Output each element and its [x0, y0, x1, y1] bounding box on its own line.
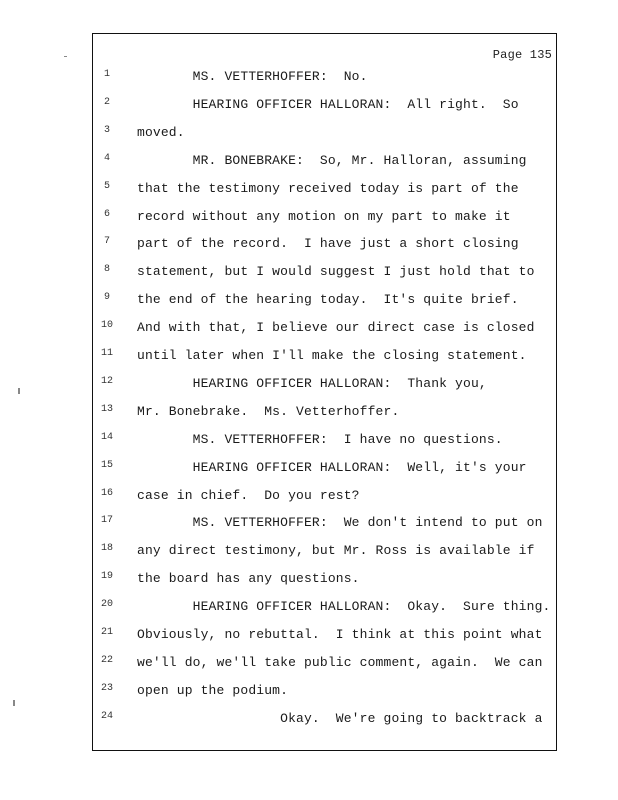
- line-number: 12: [100, 375, 113, 387]
- line-text: the board has any questions.: [137, 571, 360, 587]
- line-text: Obviously, no rebuttal. I think at this point what: [137, 627, 543, 642]
- line-text: open up the podium.: [137, 682, 289, 698]
- line-number: 17: [100, 515, 113, 527]
- line-number: 16: [100, 487, 113, 499]
- transcript-line: [0, 69, 618, 97]
- line-number: 9: [103, 292, 110, 304]
- line-text: MS. VETTERHOFFER: We don't intend to put on: [137, 515, 543, 531]
- line-number: 23: [100, 682, 113, 694]
- transcript-line: [0, 543, 618, 571]
- transcript-line: [0, 125, 618, 153]
- page-number: Page 135: [492, 48, 552, 62]
- line-number: 21: [100, 627, 113, 638]
- line-text: statement, but I would suggest I just hold that to: [137, 264, 535, 280]
- transcript-line: [0, 515, 618, 543]
- transcript-line: [0, 209, 618, 237]
- line-number: 3: [103, 124, 110, 136]
- line-number: 13: [100, 403, 113, 415]
- line-number: 20: [100, 599, 113, 611]
- transcript-line: [0, 599, 618, 627]
- line-text: Okay. We're going to backtrack a: [137, 710, 543, 726]
- transcript-line: [0, 571, 618, 599]
- scan-mark: [64, 56, 67, 57]
- line-number: 7: [103, 236, 110, 248]
- transcript-line: [0, 181, 618, 209]
- transcript-line: [0, 97, 618, 125]
- line-number: 2: [103, 96, 110, 108]
- line-number: 6: [103, 208, 110, 220]
- line-text: the end of the hearing today. It's quite brief.: [137, 292, 519, 308]
- scan-mark: [13, 700, 15, 706]
- line-text: part of the record. I have just a short closing: [137, 236, 519, 252]
- line-number: 14: [100, 431, 113, 443]
- line-number: 8: [103, 264, 110, 276]
- line-number: 24: [100, 710, 113, 722]
- transcript-line: [0, 711, 618, 739]
- transcript-line: [0, 404, 618, 432]
- transcript-line: [0, 264, 618, 292]
- line-text: HEARING OFFICER HALLORAN: All right. So: [137, 96, 519, 112]
- transcript-line: [0, 320, 618, 348]
- line-number: 4: [103, 152, 110, 164]
- line-number: 18: [100, 543, 113, 555]
- line-text: any direct testimony, but Mr. Ross is available if: [137, 543, 535, 559]
- transcript-line: [0, 292, 618, 320]
- line-number: 11: [100, 348, 113, 359]
- line-number: 15: [100, 459, 113, 471]
- line-number: 22: [100, 654, 113, 666]
- line-text: MR. BONEBRAKE: So, Mr. Halloran, assuming: [137, 152, 527, 168]
- line-text: until later when I'll make the closing statement.: [137, 348, 527, 363]
- line-text: MS. VETTERHOFFER: No.: [137, 69, 368, 84]
- transcript-line: [0, 236, 618, 264]
- line-text: moved.: [137, 124, 185, 140]
- line-number: 10: [100, 320, 113, 332]
- line-number: 19: [100, 571, 113, 583]
- transcript-line: [0, 153, 618, 181]
- line-text: HEARING OFFICER HALLORAN: Okay. Sure thing.: [137, 599, 551, 615]
- transcript-line: [0, 683, 618, 711]
- line-number: 1: [103, 69, 110, 80]
- transcript-line: [0, 432, 618, 460]
- line-text: case in chief. Do you rest?: [137, 487, 360, 503]
- line-text: And with that, I believe our direct case is closed: [137, 320, 535, 336]
- line-text: HEARING OFFICER HALLORAN: Well, it's your: [137, 459, 527, 475]
- transcript-line: [0, 488, 618, 516]
- line-text: that the testimony received today is part of the: [137, 180, 519, 196]
- line-number: 5: [103, 180, 110, 192]
- line-text: HEARING OFFICER HALLORAN: Thank you,: [137, 375, 487, 391]
- line-text: record without any motion on my part to make it: [137, 208, 511, 224]
- transcript-line: [0, 655, 618, 683]
- transcript-line: [0, 460, 618, 488]
- transcript-line: [0, 348, 618, 376]
- line-text: Mr. Bonebrake. Ms. Vetterhoffer.: [137, 403, 400, 419]
- transcript-line: [0, 627, 618, 655]
- line-text: we'll do, we'll take public comment, again. We can: [137, 654, 543, 670]
- transcript-line: [0, 376, 618, 404]
- scan-mark: [18, 388, 20, 394]
- line-text: MS. VETTERHOFFER: I have no questions.: [137, 431, 503, 447]
